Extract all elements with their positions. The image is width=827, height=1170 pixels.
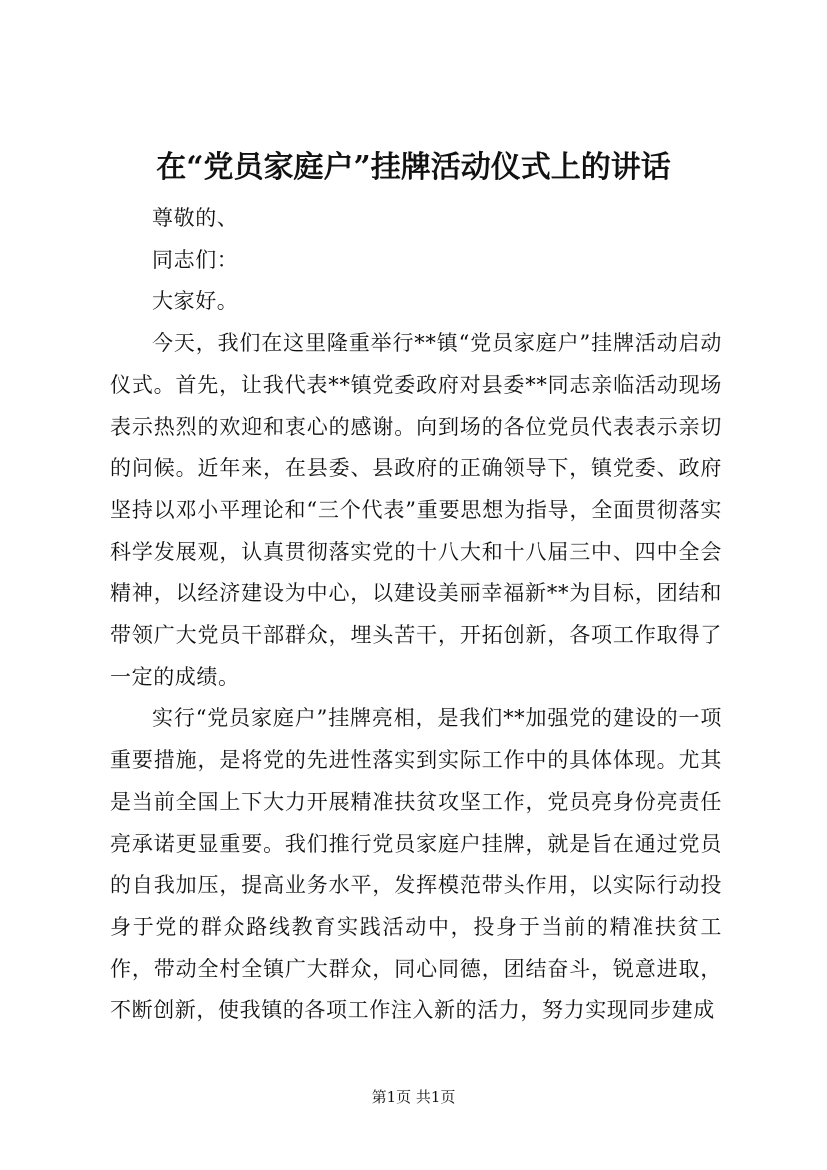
body-paragraph: 今天，我们在这里隆重举行**镇“党员家庭户”挂牌活动启动仪式。首先，让我代表**镇党委政府对县委**同志亲临活动现场表示热烈的欢迎和衷心的感谢。向到场的各位党员代表表示亲切的问候。近年来，在县委、县政府的正确领导下，镇党委、政府坚持以邓小平理论和“三个代表”重要思想为指导，全面贯彻落实科学发展观，认真贯彻落实党的十八大和十八届三中、四中全会精神，以经济建设为中心，以建设美丽幸福新**为目标，团结和带领广大党员干部群众，埋头苦干，开拓创新，各项工作取得了一定的成绩。 — [110, 331, 722, 689]
greeting-line: 大家好。 — [152, 289, 239, 314]
document-body — [110, 198, 722, 1032]
salutation-line: 同志们： — [152, 247, 239, 272]
body-paragraph: 实行“党员家庭户”挂牌亮相，是我们**加强党的建设的一项重要措施，是将党的先进性落实到实际工作中的具体体现。尤其是当前全国上下大力开展精准扶贫攻坚工作，党员亮身份亮责任亮承诺更显重要。我们推行党员家庭户挂牌，就是旨在通过党员的自我加压，提高业务水平，发挥模范带头作用，以实际行动投身于党的群众路线教育实践活动中，投身于当前的精准扶贫工作，带动全村全镇广大群众，同心同德，团结奋斗，锐意进取，不断创新，使我镇的各项工作注入新的活力，努力实现同步建成 — [110, 706, 722, 1023]
document-title: 在“党员家庭户”挂牌活动仪式上的讲话 — [156, 150, 671, 185]
salutation-line: 尊敬的、 — [152, 206, 239, 230]
page-footer: 第1页 共1页 — [371, 1088, 456, 1106]
